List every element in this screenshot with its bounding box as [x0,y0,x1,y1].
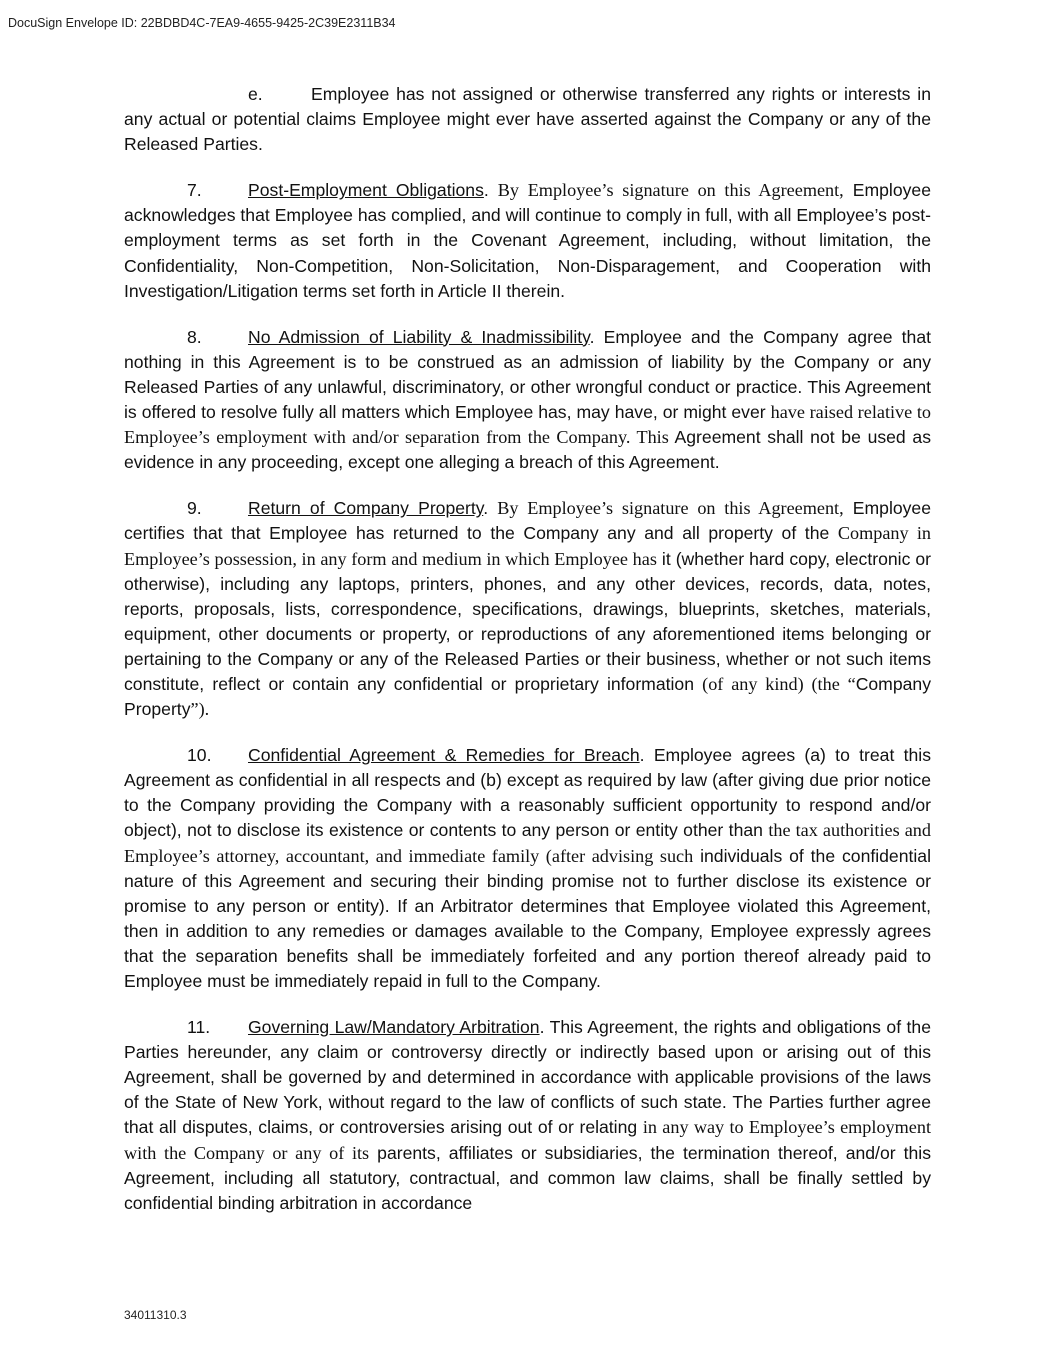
paragraph-10: 10. Confidential Agreement & Remedies for Breach. Employee agrees (a) to treat this Agreement as confidential in all respects and (b) except as required by law (after giving due prior notice to the Company providing the Company with a reasonably sufficient opportunity to respond and/or object), not to disclose its existence or contents to any person or entity other than the tax authorities and Employee’s attorney, accountant, and immediate family (after advising such individuals of the confidential nature of this Agreement and securing their binding promise not to further disclose its existence or promise to any person or entity). If an Arbitrator determines that Employee violated this Agreement, then in addition to any remedies or damages available to the Company, Employee expressly agrees that the separation benefits shall be immediately forfeited and any portion thereof already paid to Employee must be immediately repaid in full to the Company. [124,745,932,991]
paragraph-text: This Agreement, the rights and obligations of the Parties hereunder, any claim or controversy directly or indirectly based upon or arising out of this Agreement, shall be governed by and determined in accordance with applicable provisions of the laws of the State of New York, without regard to the law of conflicts of such state. The Parties further agree that all disputes, claims, or controversies arising out of or relating [124,1017,931,1138]
paragraph-8: 8. No Admission of Liability & Inadmissibility. Employee and the Company agree that nothing in this Agreement is to be construed as an admission of liability by the Company or any Released Parties of any unlawful, discriminatory, or other wrongful conduct or practice. This Agreement is offered to resolve fully all matters which Employee has, may have, or might ever have raised relative to Employee’s employment with and/or separation from the Company. This Agreement shall not be used as evidence in any proceeding, except one alleging a breach of this Agreement. [124,326,932,473]
paragraph-text-serif: By Employee’s signature on this Agreement, [497,498,844,519]
paragraph-text: it (whether hard copy, electronic or otherwise), including any laptops, printers, phones, and any other devices, records, data, notes, reports, proposals, lists, correspondence, specifications, drawings, blueprints, sketches, materials, equipment, other documents or property, or reproductions of any aforementioned items belonging or pertaining to the Company or any of the Released Parties or their business, whether or not such items constitute, reflect or contain any confidential or proprietary information [124,548,931,694]
section-heading: Return of Company Property [248,498,484,519]
paragraph-text-serif: ”). [190,699,210,720]
paragraph-text-serif: in any way to Employee’s employment with the Company or any of its [124,1117,932,1163]
paragraph-9: 9. Return of Company Property. By Employee’s signature on this Agreement, Employee certifies that that Employee has returned to the Company any and all property of the Company in Employee’s possession, in any form and medium in which Employee has it (whether hard copy, electronic or otherwise), including any laptops, printers, phones, and any other devices, records, data, notes, reports, proposals, lists, correspondence, specifications, drawings, blueprints, sketches, materials, equipment, other documents or property, or reproductions of any aforementioned items belonging or pertaining to the Company or any of the Released Parties or their business, whether or not such items constitute, reflect or contain any confidential or proprietary information (of any kind) (the “Company Property”). [124,498,932,720]
paragraph-11: 11. Governing Law/Mandatory Arbitration. This Agreement, the rights and obligations of the Parties hereunder, any claim or controversy directly or indirectly based upon or arising out of this Agreement, shall be governed by and determined in accordance with applicable provisions of the laws of the State of New York, without regard to the law of conflicts of such state. The Parties further agree that all disputes, claims, or controversies arising out of or relating in any way to Employee’s employment with the Company or any of its parents, affiliates or subsidiaries, the termination thereof, and/or this Agreement, including all statutory, contractual, and common law claims, shall be finally settled by confidential binding arbitration in accordance [124,1017,932,1213]
section-heading: Governing Law/Mandatory Arbitration [248,1017,540,1038]
paragraph-text-serif: By Employee’s signature on this Agreement, [497,180,844,201]
docusign-envelope-id: DocuSign Envelope ID: 22BDBD4C-7EA9-4655-9425-2C39E2311B34 [8,16,396,30]
document-number: 34011310.3 [124,1308,187,1322]
paragraph-text: individuals of the confidential nature of this Agreement and securing their binding promise not to further disclose its existence or promise to any person or entity). If an Arbitrator determines that Employee violated this Agreement, then in addition to any remedies or damages available to the Company, Employee expressly agrees that the separation benefits shall be immediately forfeited and any portion thereof already paid to Employee must be immediately repaid in full to the Company. [124,845,931,991]
section-heading: Post-Employment Obligations [248,180,484,201]
paragraph-text: Employee acknowledges that Employee has complied, and will continue to comply in full, with all Employee’s post-employment terms as set forth in the Covenant Agreement, including, without limitation, the Confidentiality, Non-Competition, Non-Solicitation, Non-Disparagement, and Cooperation with Investigation/Litigation terms set forth in Article II therein. [124,180,931,301]
section-heading: No Admission of Liability & Inadmissibility [248,326,590,347]
section-number: 11. [187,1017,211,1038]
defined-term: Company Property [124,673,931,720]
paragraph-text: Employee agrees (a) to treat this Agreement as confidential in all respects and (b) except as required by law (after giving due prior notice to the Company providing the Company with a reasonably sufficient opportunity to respond and/or object), not to disclose its existence or contents to any person or entity other than [124,745,932,841]
section-number: 9. [187,498,202,519]
section-number: 10. [187,745,212,766]
paragraph-text: Agreement shall not be used as evidence in any proceeding, except one alleging a breach of this Agreement. [124,427,931,473]
section-number: 7. [187,180,202,201]
paragraph-7: 7. Post-Employment Obligations. By Employee’s signature on this Agreement, Employee acknowledges that Employee has complied, and will continue to comply in full, with all Employee’s post-employment terms as set forth in the Covenant Agreement, including, without limitation, the Confidentiality, Non-Competition, Non-Solicitation, Non-Disparagement, and Cooperation with Investigation/Litigation terms set forth in Article II therein. [124,180,931,301]
paragraph-text-serif: the tax authorities and Employee’s attorney, accountant, and immediate family (after advising such [124,820,931,866]
section-number: 8. [187,326,202,347]
paragraph-text-serif: Company in Employee’s possession, in any form and medium in which Employee has [124,523,932,569]
paragraph-text: Employee certifies that that Employee has returned to the Company any and all property of the [124,498,932,544]
paragraph-text-serif: have raised relative to Employee’s employment with and/or separation from the Company. This [124,402,932,448]
paragraph-text: parents, affiliates or subsidiaries, the termination thereof, and/or this Agreement, including all statutory, contractual, and common law claims, shall be finally settled by confidential binding arbitration in accordance [124,1142,931,1213]
section-heading: Confidential Agreement & Remedies for Breach [248,745,640,766]
paragraph-text: Employee and the Company agree that nothing in this Agreement is to be construed as an admission of liability by the Company or any Released Parties of any unlawful, discriminatory, or other wrongful conduct or practice. This Agreement is offered to resolve fully all matters which Employee has, may have, or might ever [124,326,932,423]
item-number: e. [248,84,263,104]
paragraph-6e [124,82,931,157]
document-body [124,82,931,1237]
paragraph-text-serif: (of any kind) (the “ [702,673,856,694]
paragraph-text: Employee has not assigned or otherwise transferred any rights or interests in any actual or potential claims Employee might ever have asserted against the Company or any of the Released Parties. [124,84,931,155]
